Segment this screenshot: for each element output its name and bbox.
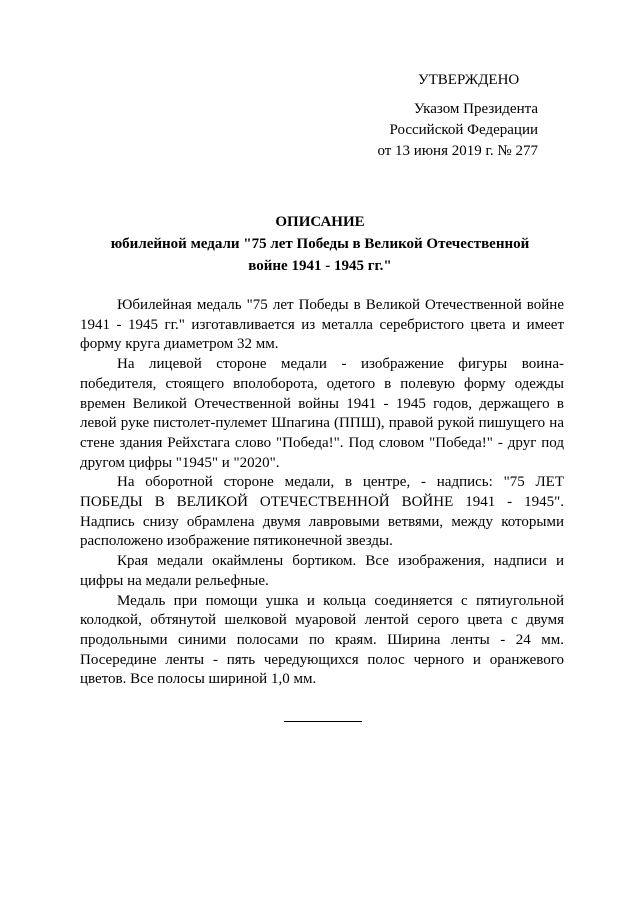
paragraph-obverse: На лицевой стороне медали - изображение фигуры воина-победителя, стоящего вполоборота, одетого в полевую форму одежды времен Великой Отечественной войны 1941 - 1945 годов, держащего в левой руке пистолет-пулемет Шпагина (ППШ), правой рукой пишущего на стене здания Рейхстага слово "Победа!". Под словом "Победа!" - друг под другом цифры "1945" и "2020". — [80, 356, 564, 471]
title-heading: ОПИСАНИЕ — [275, 214, 365, 230]
document-body — [80, 296, 564, 690]
title-subtitle-line-1: юбилейной медали "75 лет Победы в Великой Отечественной — [110, 236, 530, 252]
title-subtitle-line-2: войне 1941 - 1945 гг." — [248, 258, 392, 274]
paragraph-reverse: На оборотной стороне медали, в центре, - надпись: "75 ЛЕТ ПОБЕДЫ В ВЕЛИКОЙ ОТЕЧЕСТВЕННОЙ ВОЙНЕ 1941 - 1945". Надпись снизу обрамлена двумя лавровыми ветвями, между которыми расположено изображение пятиконечной звезды. — [80, 474, 564, 550]
paragraph-edges: Края медали окаймлены бортиком. Все изображения, надписи и цифры на медали рельефные. — [80, 553, 564, 589]
paragraph-general: Юбилейная медаль "75 лет Победы в Великой Отечественной войне 1941 - 1945 гг." изготавливается из металла серебристого цвета и имеет форму круга диаметром 32 мм. — [80, 297, 564, 353]
document-title — [80, 211, 560, 277]
approval-decree: Указом Президента — [413, 101, 538, 117]
approval-stamp: УТВЕРЖДЕНО — [418, 72, 520, 88]
approval-date: от 13 июня 2019 г. № 277 — [377, 143, 538, 159]
closing-divider — [284, 721, 362, 722]
approval-authority: Российской Федерации — [389, 122, 538, 138]
approval-block — [376, 70, 576, 162]
paragraph-ribbon: Медаль при помощи ушка и кольца соединяется с пятиугольной колодкой, обтянутой шелковой муаровой лентой серого цвета с двумя продольными синими полосами по краям. Ширина ленты - 24 мм. Посередине ленты - пять чередующихся полос черного и оранжевого цветов. Все полосы шириной 1,0 мм. — [80, 592, 564, 688]
